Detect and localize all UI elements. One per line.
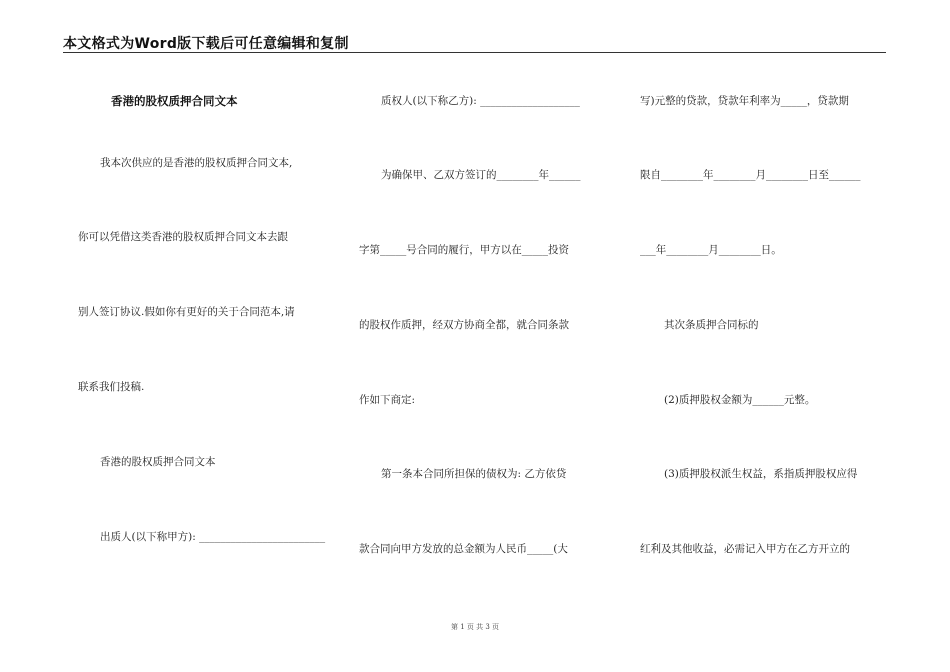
paragraph-line: (2)质押股权金额为______元整。: [664, 394, 816, 406]
paragraph-line: 第一条本合同所担保的债权为: 乙方依贷: [381, 468, 567, 480]
text-column-3: [640, 0, 890, 620]
document-header-title: 本文格式为Word版下载后可任意编辑和复制: [63, 36, 349, 52]
paragraph-line: 我本次供应的是香港的股权质押合同文本,: [100, 157, 293, 169]
paragraph-line: 作如下商定:: [359, 394, 416, 406]
paragraph-line: 款合同向甲方发放的总金额为人民币_____(大: [359, 543, 568, 555]
paragraph-line: 别人签订协议.假如你有更好的关于合同范本,请: [78, 306, 295, 318]
paragraph-line: 红利及其他收益，必需记入甲方在乙方开立的: [640, 543, 850, 555]
paragraph-line: 质权人(以下称乙方): ___________________: [381, 95, 580, 107]
paragraph-line: 出质人(以下称甲方): ________________________: [100, 531, 326, 543]
paragraph-line: (3)质押股权派生权益，系指质押股权应得: [664, 468, 858, 480]
paragraph-line: 字第_____号合同的履行，甲方以在_____投资: [359, 244, 569, 256]
paragraph-line: 的股权作质押，经双方协商全都，就合同条款: [359, 319, 569, 331]
section-heading: 香港的股权质押合同文本: [100, 456, 216, 468]
paragraph-line: 联系我们投稿.: [78, 381, 145, 393]
text-column-2: [359, 0, 609, 620]
section-heading: 其次条质押合同标的: [664, 319, 759, 331]
paragraph-line: 写)元整的贷款，贷款年利率为_____，贷款期: [640, 95, 849, 107]
paragraph-line: 你可以凭借这类香港的股权质押合同文本去跟: [78, 231, 288, 243]
paragraph-line: 为确保甲、乙双方签订的________年______: [381, 169, 581, 181]
document-title: 香港的股权质押合同文本: [111, 94, 238, 108]
paragraph-line: ___年________月________日。: [640, 244, 782, 256]
paragraph-line: 限自________年________月________日至______: [640, 169, 861, 181]
text-column-1: [78, 0, 328, 620]
page-number: 第 1 页 共 3 页: [450, 623, 500, 631]
